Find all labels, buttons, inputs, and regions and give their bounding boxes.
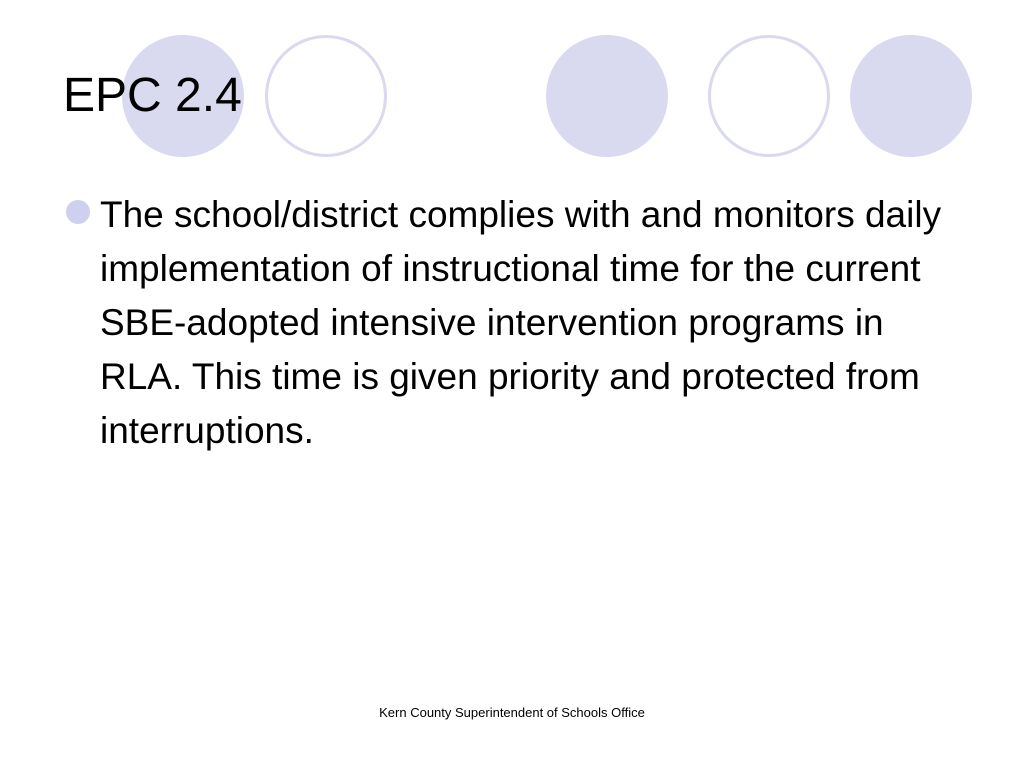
decorative-circle-outline — [708, 35, 830, 157]
bullet-text: The school/district complies with and monitors daily implementation of instructional time for the current SBE-adopted intensive intervention programs in RLA. This time is given priority and protected from interruptions. — [100, 194, 942, 451]
decorative-circle-filled — [850, 35, 972, 157]
decorative-circle-filled — [546, 35, 668, 157]
slide-title: EPC 2.4 — [63, 69, 242, 122]
decorative-circle-outline — [265, 35, 387, 157]
bullet-list — [66, 188, 966, 458]
bullet-item — [66, 188, 966, 458]
slide-footer: Kern County Superintendent of Schools Office — [379, 705, 645, 720]
bullet-dot-icon — [66, 200, 90, 224]
